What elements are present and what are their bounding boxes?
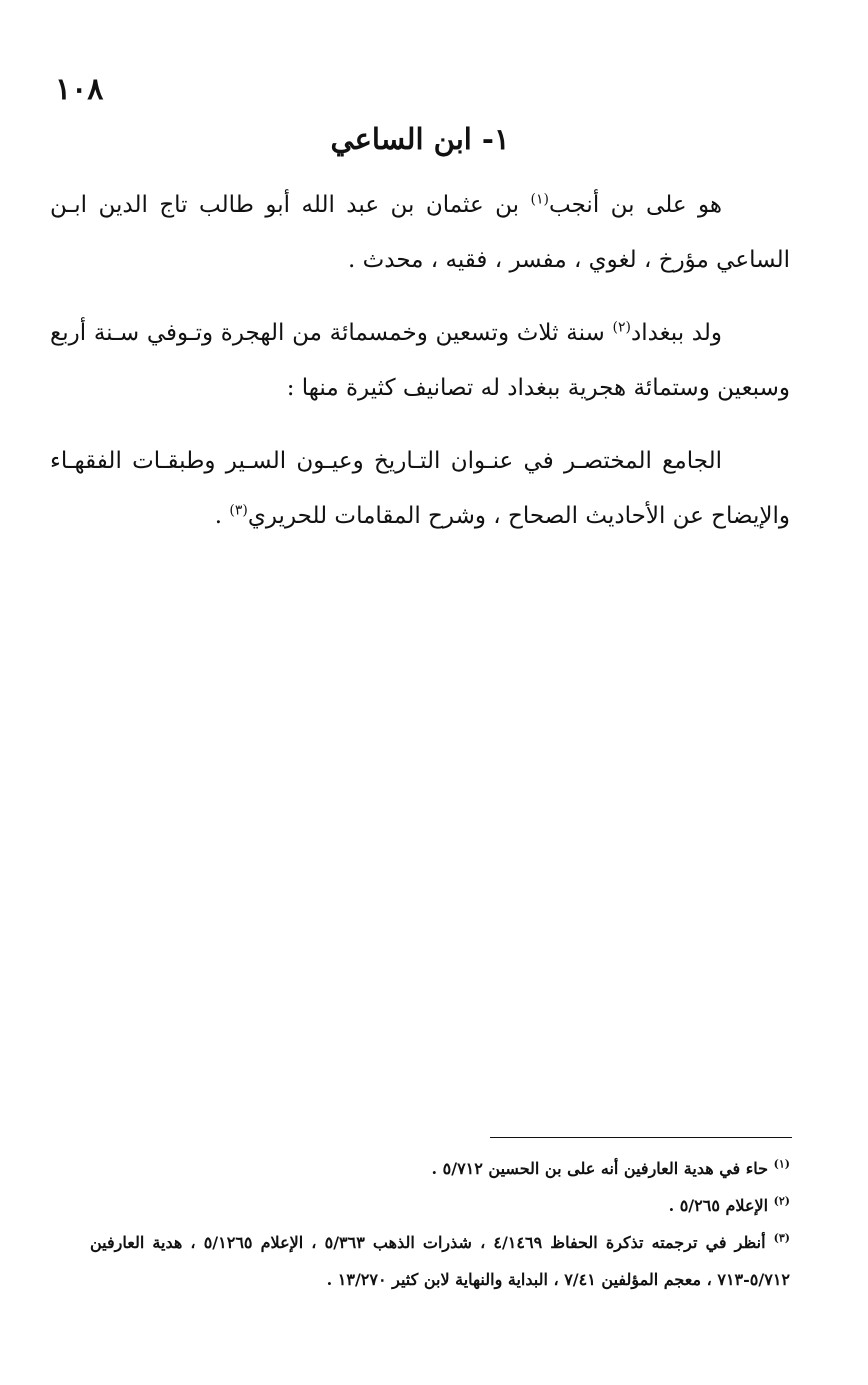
footnote-marker: (١) [773, 1157, 790, 1171]
paragraph-works [50, 434, 790, 544]
paragraph-text: ولد ببغداد [630, 320, 722, 346]
footnote-text: الإعلام ٥/٢٦٥ . [668, 1196, 774, 1215]
paragraph-text: . [214, 503, 230, 529]
footnote-2 [90, 1187, 790, 1224]
footnote-divider [490, 1137, 792, 1138]
footnote-1 [90, 1150, 790, 1187]
paragraph-text: هو على بن أنجب [549, 192, 723, 218]
footnote-3 [90, 1224, 790, 1298]
page-number: ١٠٨ [55, 72, 104, 107]
paragraph-text: بن عثمان بن عبد الله أبو طالب تاج الدين ابـن الساعي مؤرخ ، لغوي ، مفسر ، فقيه ، محدث . [50, 192, 790, 273]
entry-title: ١- ابن الساعي [330, 122, 510, 156]
footnote-text: حاء في هدية العارفين أنه على بن الحسين ٥/٧١٢ . [431, 1159, 774, 1178]
footnote-marker: (٣) [773, 1231, 790, 1245]
footnote-ref: (٢) [612, 319, 631, 336]
paragraph-text: سنة ثلاث وتسعين وخمسمائة من الهجرة وتـوفي سـنة أربع وسبعين وستمائة هجرية ببغداد له تصانيف كثيرة منها : [50, 320, 790, 401]
footnote-ref: (٣) [229, 502, 248, 519]
footnote-ref: (١) [530, 191, 549, 208]
paragraph-bio [50, 178, 790, 288]
footnote-marker: (٢) [773, 1194, 790, 1208]
footnotes [90, 1150, 790, 1298]
paragraph-text: الجامع المختصـر في عنـوان التـاريخ وعيـون السـير وطبقـات الفقهـاء والإيضاح عن الأحاديث الصحاح ، وشرح المقامات للحريري [50, 448, 790, 529]
body-text [50, 178, 790, 562]
footnote-text: أنظر في ترجمته تذكرة الحفاظ ٤/١٤٦٩ ، شذرات الذهب ٥/٣٦٣ ، الإعلام ٥/١٢٦٥ ، هدية العارفين ٥/٧١٢-٧١٣ ، معجم المؤلفين ٧/٤١ ، البداية والنهاية لابن كثير ١٣/٢٧٠ . [90, 1233, 790, 1289]
paragraph-birth-death [50, 306, 790, 416]
